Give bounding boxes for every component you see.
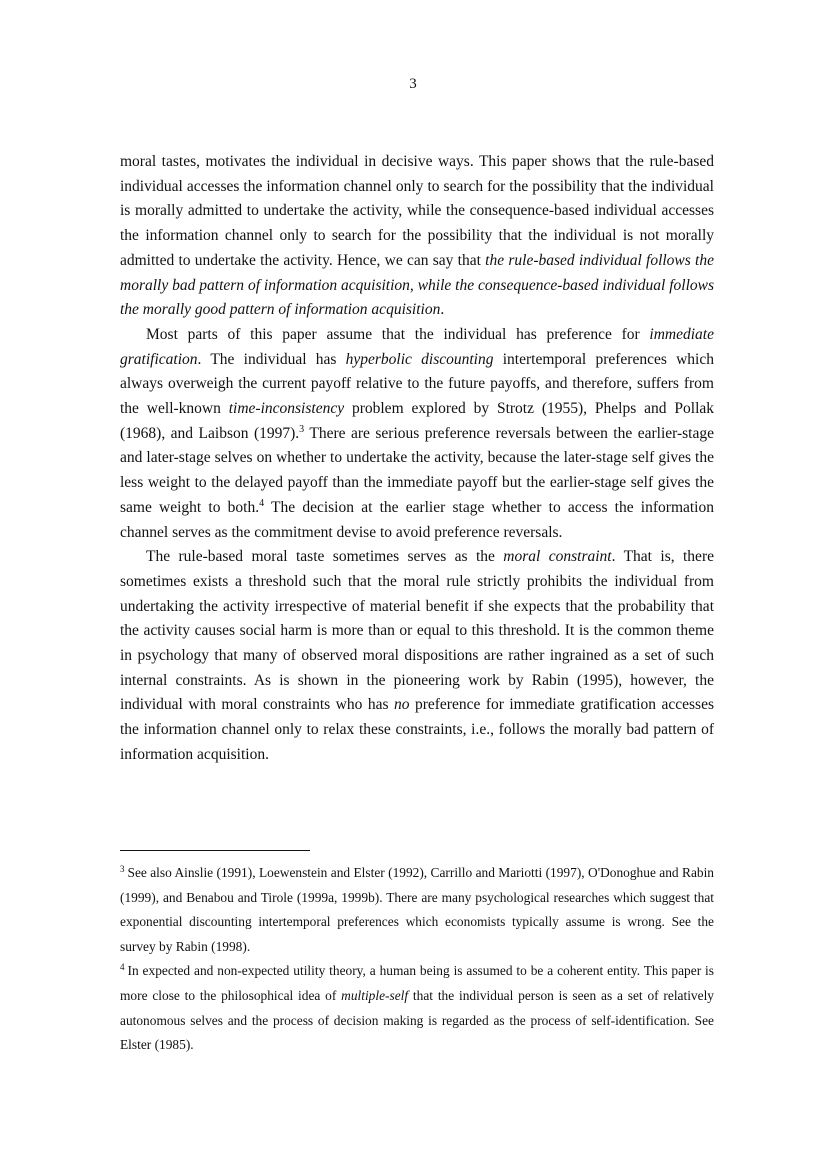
emphasis-text: hyperbolic discounting — [345, 350, 494, 368]
paragraph-text: problem explored by Strotz (1955), Phelps and Pollak (1968), and Laibson (1997). — [120, 400, 715, 442]
paragraph-text: preference for immediate gratification accesses the information channel only to relax these constraints, i.e., follows the morally bad pattern of information acquisition. — [120, 696, 714, 763]
footnote-text: that the individual person is seen as a set of relatively autonomous selves and the process of decision making is regarded as the process of self-identification. See Elster (1985). — [120, 987, 714, 1053]
paragraph-text: The decision at the earlier stage whether to access the information channel serves as the commitment devise to avoid preference reversals. — [120, 498, 714, 541]
footnote-3 — [120, 861, 714, 959]
footnote-mark: 4 — [120, 961, 125, 972]
emphasis-text: moral constraint — [503, 548, 612, 566]
paragraph-text: The rule-based moral taste sometimes serves as the — [146, 548, 504, 566]
emphasis-text: the rule-based individual follows the morally bad pattern of information acquisition, while the consequence-based individual follows the morally good pattern of information acquisition — [120, 251, 714, 319]
paragraph-text: There are serious preference reversals between the earlier-stage and later-stage selves on whether to undertake the activity, because the later-stage self gives the less weight to the delayed payoff than the immediate payoff but the earlier-stage self gives the same weight to both. — [120, 424, 714, 516]
footnote-divider — [120, 850, 310, 851]
paragraph-text: . — [440, 301, 445, 319]
footnote-4 — [120, 959, 714, 1057]
page-number: 3 — [409, 76, 417, 92]
paragraph-text: intertemporal preferences which always overweigh the current payoff relative to the future payoffs, and therefore, suffers from the well-known — [120, 350, 714, 418]
footnote-mark: 3 — [120, 863, 125, 874]
paragraph-1 — [120, 150, 714, 323]
paragraph-text: . The individual has — [197, 350, 346, 368]
footnotes — [120, 861, 714, 1058]
emphasis-text: immediate gratification — [120, 325, 714, 368]
emphasis-text: time-inconsistency — [228, 400, 345, 418]
footnote-text: In expected and non-expected utility theory, a human being is assumed to be a coherent entity. This paper is more close to the philosophical idea of — [120, 963, 714, 1003]
emphasis-text: no — [393, 696, 410, 714]
paragraph-2 — [120, 323, 714, 545]
paragraph-3 — [120, 545, 714, 767]
footnote-reference[interactable]: 4 — [259, 497, 265, 509]
main-text — [120, 150, 714, 768]
paragraph-text: . That is, there sometimes exists a threshold such that the moral rule strictly prohibits the individual from undertaking the activity irrespective of material benefit if she expects that the probability that the activity causes social harm is more than or equal to this threshold. It is the common theme in psychology that many of observed moral dispositions are rather ingrained as a set of such internal constraints. As is shown in the pioneering work by Rabin (1995), however, the individual with moral constraints who has — [120, 548, 714, 714]
paragraph-text: Most parts of this paper assume that the individual has preference for — [146, 325, 650, 343]
emphasis-text: multiple-self — [341, 987, 409, 1003]
footnote-text: See also Ainslie (1991), Loewenstein and Elster (1992), Carrillo and Mariotti (1997), O'Donoghue and Rabin (1999), and Benabou and Tirole (1999a, 1999b). There are many psychological researches which suggest that exponential discounting intertemporal preferences which economists typically assume is wrong. See the survey by Rabin (1998). — [120, 865, 714, 954]
paragraph-text: moral tastes, motivates the individual in decisive ways. This paper shows that the rule-based individual accesses the information channel only to search for the possibility that the individual is morally admitted to undertake the activity, while the consequence-based individual accesses the information channel only to search for the possibility that the individual is not morally admitted to undertake the activity. Hence, we can say that — [120, 153, 714, 269]
footnote-reference[interactable]: 3 — [299, 423, 305, 435]
